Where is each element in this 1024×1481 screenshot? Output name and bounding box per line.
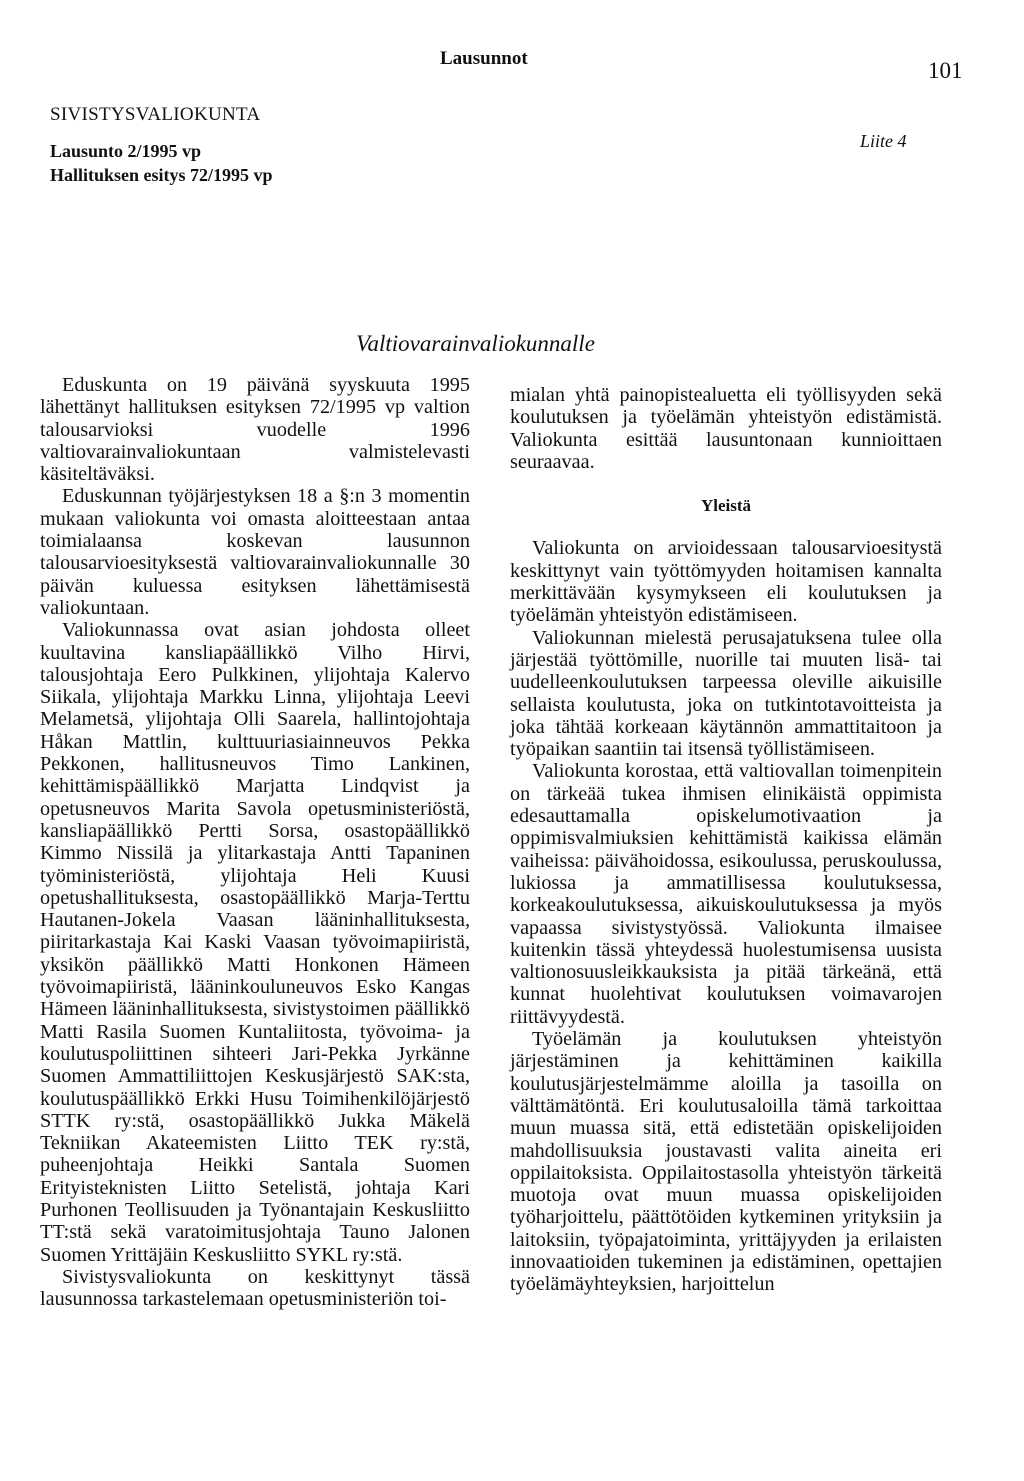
addressee: Valtiovarainvaliokunnalle — [356, 331, 595, 356]
paragraph: Eduskunnan työjärjestyksen 18 a §:n 3 momentin mukaan valiokunta voi omasta aloitteestaan antaa toimialaansa koskevan lausunnon talousarvioesityksestä valtiovarainvaliokunnalle 30 päivän kuluessa esityksen lähettämisestä valiokuntaan. — [40, 485, 470, 619]
paragraph: Eduskunta on 19 päivänä syyskuuta 1995 lähettänyt hallituksen esityksen 72/1995 vp valtion talousarvioksi vuodelle 1996 valtiovarainvaliokuntaan valmistelevasti käsiteltäväksi. — [40, 374, 470, 486]
paragraph: Työelämän ja koulutuksen yhteistyön järjestäminen ja kehittäminen kaikilla koulutusjärjestelmämme aloilla ja tasoilla on välttämätöntä. Eri koulutusaloilla tämä tarkoittaa muun muassa sitä, että edistetään opiskelijoiden mahdollisuuksia joustavasti valita aineita eri oppilaitoksista. Oppilaitostasolla yhteistyön tärkeitä muotoja ovat muun muassa opiskelijoiden työharjoittelu, päättötöiden kytkeminen yrityksiin ja laitoksiin, työpajatoiminta, yrittäjyyden ja erilaisten innovaatioiden tukeminen ja edistäminen, opettajien työelämäyhteyksien, harjoittelun — [510, 1028, 942, 1296]
paragraph: Valiokunnassa ovat asian johdosta olleet kuultavina kansliapäällikkö Vilho Hirvi, talousjohtaja Eero Pulkkinen, ylijohtaja Kalervo Siikala, ylijohtaja Markku Linna, ylijohtaja Leevi Melametsä, ylijohtaja Olli Saarela, hallintojohtaja Håkan Mattlin, kulttuuriasiainneuvos Pekka Pekkonen, hallitusneuvos Timo Lankinen, kehittämispäällikkö Marjatta Lindqvist ja opetusneuvos Marita Savola opetusministeriöstä, kansliapäällikkö Pertti Sorsa, osastopäällikkö Kimmo Nissilä ja ylitarkastaja Antti Tapaninen työministeriöstä, ylijohtaja Heli Kuusi opetushallituksesta, osastopäällikkö Marja-Terttu Hautanen-Jokela Vaasan lääninhallituksesta, piiritarkastaja Kai Kaski Vaasan työvoimapiiristä, yksikön päällikkö Matti Honkonen Hämeen työvoimapiiristä, lääninkouluneuvos Esko Kangas Hämeen lääninhallituksesta, sivistystoimen päällikkö Matti Rasila Suomen Kuntaliitosta, työvoima- ja koulutuspoliittinen sihteeri Jari-Pekka Jyrkänne Suomen Ammattiliittojen Keskusjärjestö SAK:sta, koulutuspäällikkö Erkki Husu Toimihenkilöjärjestö STTK ry:stä, osastopäällikkö Jukka Mäkelä Tekniikan Akateemisten Liitto TEK ry:stä, puheenjohtaja Heikki Santala Suomen Erityisteknisten Liitto Setelistä, johtaja Kari Purhonen Teollisuuden ja Työnantajain Keskusliitto TT:stä sekä varatoimitusjohtaja Tauno Jalonen Suomen Yrittäjäin Keskusliitto SYKL ry:stä. — [40, 619, 470, 1266]
government-bill-reference: Hallituksen esitys 72/1995 vp — [50, 165, 273, 185]
paragraph: Sivistysvaliokunta on keskittynyt tässä lausunnossa tarkastelemaan opetusministeriön toi- — [40, 1265, 470, 1311]
statement-number: Lausunto 2/1995 vp — [50, 141, 202, 161]
page-number: 101 — [928, 58, 963, 83]
appendix-label: Liite 4 — [860, 131, 907, 151]
paragraph-continued: mialan yhtä painopistealuetta eli työllisyyden sekä koulutuksen ja työelämän yhteistyön edistämistä. Valiokunta esittää lausuntonaan kunnioittaen seuraavaa. — [510, 384, 942, 473]
paragraph: Valiokunta korostaa, että valtiovallan toimenpitein on tärkeää tukea ihmisen elinikäistä oppimista edesauttamalla opiskelumotivaation ja oppimisvalmiuksien kehittämistä kaikissa elämän vaiheissa: päivähoidossa, esikoulussa, peruskoulussa, lukiossa ja ammatillisessa koulutuksessa, korkeakoulutuksessa, aikuiskoulutuksessa ja myös vapaassa sivistystyössä. Valiokunta ilmaisee kuitenkin tässä yhteydessä huolestumisensa uusista valtionosuusleikkauksista ja pitää tärkeänä, että kunnat huolehtivat koulutuksen voimavarojen riittävyydestä. — [510, 760, 942, 1028]
running-header-title: Lausunnot — [440, 48, 528, 69]
paragraph: Valiokunta on arvioidessaan talousarvioesitystä keskittynyt vain työttömyyden hoitamisen kannalta merkittävään kysymykseen eli koulutuksen ja työelämän yhteistyön edistämiseen. — [510, 537, 942, 627]
committee-name: SIVISTYSVALIOKUNTA — [50, 104, 261, 125]
paragraph: Valiokunnan mielestä perusajatuksena tulee olla järjestää työttömille, nuorille tai muuten lisä- tai uudelleenkoulutuksen tarpeessa oleville aikuisille sellaista koulutusta, joka on tutkintotavoitteista ja joka tähtää korkeaan käytännön ammattitaitoon ja työpaikan saantiin tai itsensä työllistämiseen. — [510, 626, 942, 761]
section-heading: Yleistä — [700, 496, 752, 516]
left-column — [40, 374, 470, 1310]
statement-reference — [50, 139, 273, 187]
right-column — [510, 384, 942, 1296]
